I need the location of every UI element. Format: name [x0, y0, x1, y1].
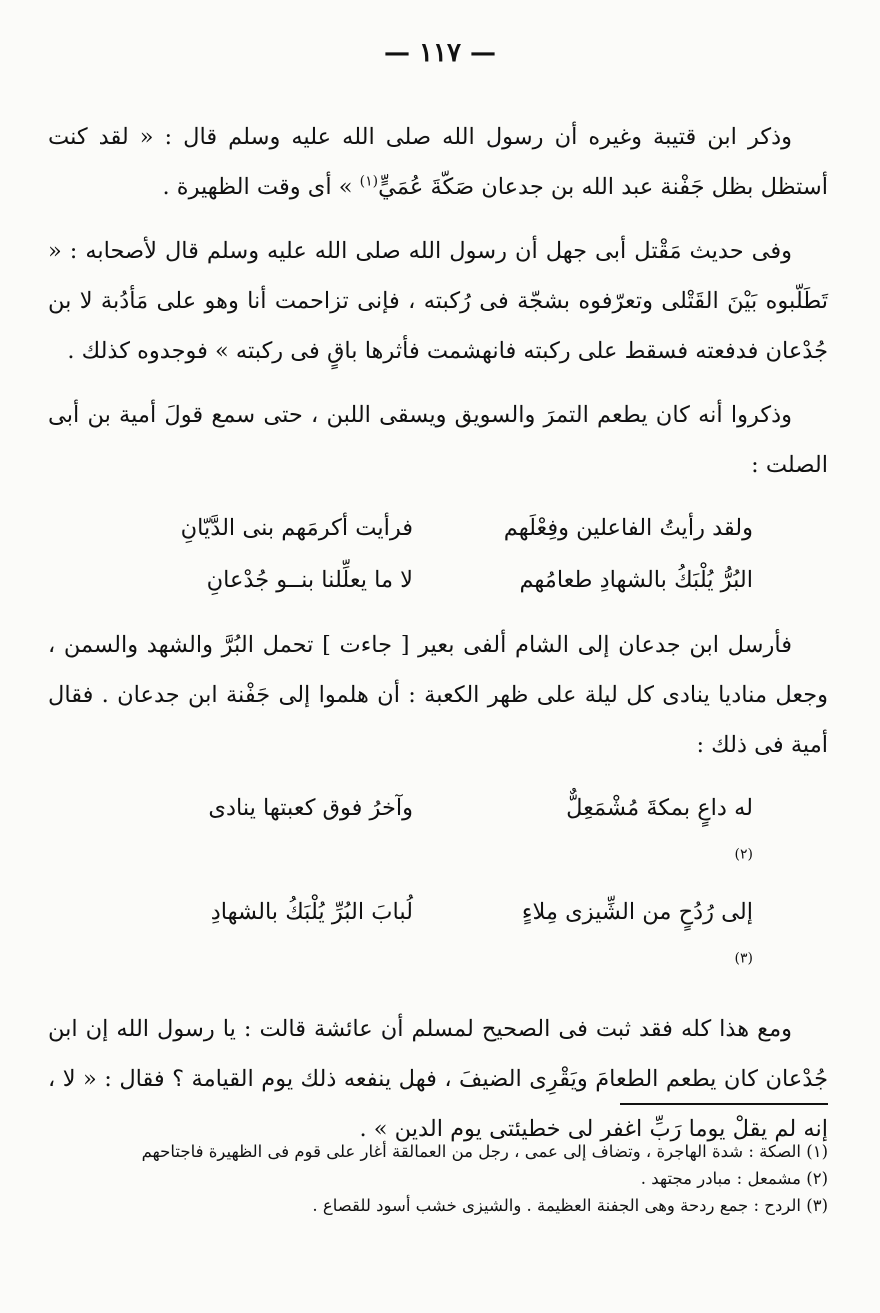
poem-2-line-2-second-hemistich: لُبابَ البُرِّ يُلْبَكُ بالشهادِ	[210, 899, 413, 925]
paragraph-2: وفى حديث مَقْتل أبى جهل أن رسول الله صلى الله عليه وسلم قال لأصحابه : « تَطَلّبوه بَيْنَ القَتْلى وتعرّفوه بشجّة فى رُكبته ، فإنى تزاحمت أنا وهو على مَأدُبة لا بن جُدْعان فدفعته فسقط على ركبته فانهشمت فأثرها باقٍ فى ركبته » فوجدوه كذلك .	[48, 238, 828, 364]
paragraph-1	[48, 112, 828, 212]
paragraph-1-text: وذكر ابن قتيبة وغيره أن رسول الله صلى الله عليه وسلم قال : « لقد كنت أستظل بظل جَفْنة عبد الله بن جدعان صَكّةَ عُمَيٍّ	[48, 124, 828, 200]
footnote-1: (١) الصكة : شدة الهاجرة ، وتضاف إلى عمى ، رجل من العمالقة أغار على قوم فى الظهيرة فاجتاحهم	[141, 1142, 828, 1161]
poem-1-line-2-first-hemistich: البُرُّ يُلْبَكُ بالشهادِ طعامُهم	[519, 567, 753, 593]
paragraph-3: وذكروا أنه كان يطعم التمرَ والسويق ويسقى اللبن ، حتى سمع قولَ أمية بن أبى الصلت :	[48, 402, 828, 478]
paragraph-1-end: » أى وقت الظهيرة .	[162, 174, 360, 200]
paragraph-5: ومع هذا كله فقد ثبت فى الصحيح لمسلم أن عائشة قالت : يا رسول الله إن ابن جُدْعان كان يطعم الطعامَ ويَقْرِى الضيفَ ، فهل ينفعه ذلك يوم القيامة ؟ فقال : « لا ، إنه لم يقلْ يوما رَبِّ اغفر لى خطيئتى يوم الدين » .	[48, 1016, 828, 1142]
poem-2-line-1-first-text: له داعٍ بمكةَ مُشْمَعِلٌّ	[566, 795, 753, 821]
poem-1-line-2-second-hemistich: لا ما يعلِّلنا بنــو جُدْعانِ	[206, 567, 413, 593]
poem-1	[48, 502, 828, 606]
footnote-2: (٢) مشمعل : مبادر مجتهد .	[640, 1169, 828, 1188]
main-text	[48, 112, 828, 1168]
poem-2-line-2-first-hemistich	[463, 886, 753, 990]
poem-2-line-2-first-text: إلى رُدُحٍ من الشِّيزى مِلاءٍ	[521, 899, 753, 925]
page-number: — ١١٧ —	[383, 38, 497, 68]
poem-2-line-1-second-hemistich: وآخرُ فوق كعبتها ينادى	[208, 795, 413, 821]
footnote-separator	[620, 1103, 828, 1105]
poem-2	[48, 782, 828, 990]
poem-2-line-1-first-hemistich	[463, 782, 753, 886]
footnote-ref-3: (٣)	[734, 950, 753, 967]
footnote-3: (٣) الردح : جمع ردحة وهى الجفنة العظيمة . والشيزى خشب أسود للقصاع .	[312, 1196, 828, 1215]
poem-1-line-1-second-hemistich: فرأيت أكرمَهم بنى الدَّيّانِ	[180, 515, 413, 541]
poem-1-line-1-first-hemistich: ولقد رأيتُ الفاعلين وفِعْلَهم	[503, 515, 753, 541]
paragraph-4: فأرسل ابن جدعان إلى الشام ألفى بعير [ جاءت ] تحمل البُرَّ والشهد والسمن ، وجعل مناديا ينادى كل ليلة على ظهر الكعبة : أن هلموا إلى جَفْنة ابن جدعان . فقال أمية فى ذلك :	[48, 632, 828, 758]
footnotes	[52, 1138, 828, 1219]
footnote-ref-1: (١)	[359, 173, 379, 190]
footnote-ref-2: (٢)	[734, 846, 753, 863]
